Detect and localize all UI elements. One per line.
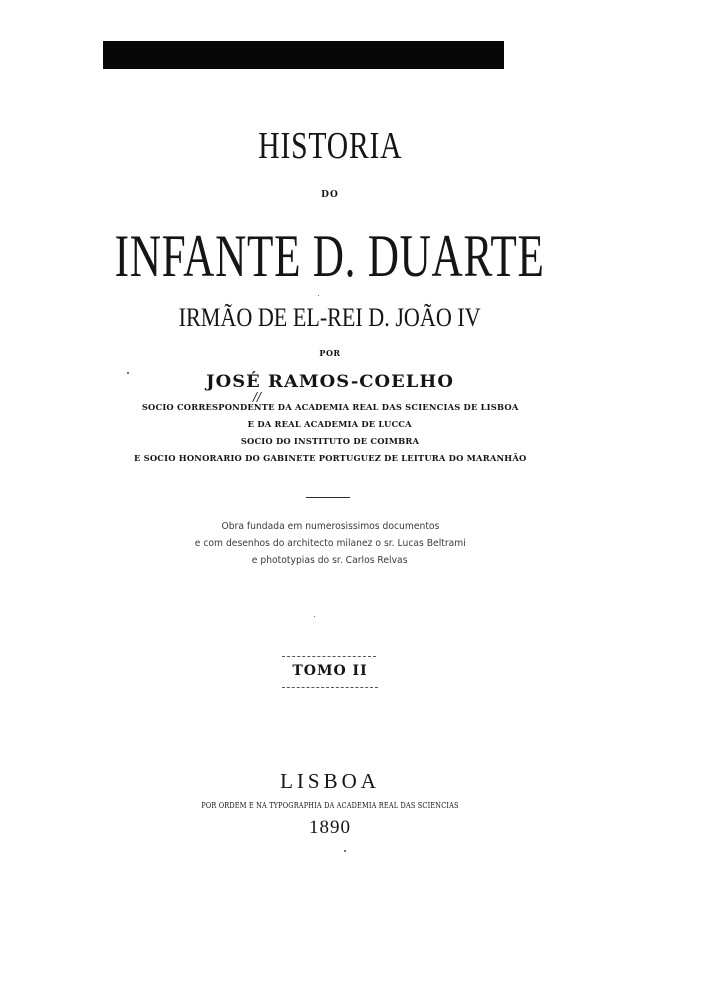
handwritten-mark: // bbox=[253, 390, 262, 404]
credential-text-4: E SOCIO HONORARIO DO GABINETE PORTUGUEZ DE LEITURA DO MARANHÃO bbox=[133, 454, 527, 464]
tomo-rule-bottom bbox=[282, 687, 378, 689]
credential-line-2 bbox=[0, 420, 660, 430]
note-line-1 bbox=[0, 521, 660, 532]
volume-label: TOMO II bbox=[292, 663, 368, 679]
note-line-2 bbox=[0, 538, 660, 549]
print-speck bbox=[318, 295, 319, 296]
imprint-text: POR ORDEM E NA TYPOGRAPHIA DA ACADEMIA REAL DAS SCIENCIAS bbox=[201, 801, 459, 810]
credential-line-3 bbox=[0, 437, 660, 447]
credential-text-1: SOCIO CORRESPONDENTE DA ACADEMIA REAL DAS SCIENCIAS DE LISBOA bbox=[141, 403, 519, 413]
subtitle-text: IRMÃO DE EL-REI D. JOÃO IV bbox=[178, 303, 481, 332]
imprint-line bbox=[0, 801, 660, 810]
heading-historia bbox=[0, 124, 660, 168]
divider-rule bbox=[306, 497, 350, 498]
author-name-text: JOSÉ RAMOS-COELHO bbox=[206, 372, 454, 392]
by-line-por: POR bbox=[319, 348, 341, 358]
main-title bbox=[0, 222, 660, 291]
note-text-3: e phototypias do sr. Carlos Relvas bbox=[252, 555, 408, 566]
redaction-bar bbox=[103, 41, 504, 69]
print-speck bbox=[127, 372, 129, 374]
print-speck bbox=[314, 616, 315, 617]
print-speck bbox=[344, 850, 346, 852]
credential-text-3: SOCIO DO INSTITUTO DE COIMBRA bbox=[240, 437, 420, 447]
credential-line-4 bbox=[0, 454, 660, 464]
subtitle bbox=[0, 303, 660, 333]
imprint-city: LISBOA bbox=[280, 769, 380, 793]
tomo-rule-top bbox=[282, 656, 376, 658]
heading-do: DO bbox=[321, 190, 339, 200]
credential-text-2: E DA REAL ACADEMIA DE LUCCA bbox=[247, 420, 413, 430]
imprint-year: 1890 bbox=[309, 817, 351, 838]
note-line-3 bbox=[0, 555, 660, 566]
main-title-text: INFANTE D. DUARTE bbox=[114, 223, 545, 289]
heading-historia-text: HISTORIA bbox=[257, 125, 403, 167]
author-name bbox=[0, 372, 660, 392]
credential-line-1 bbox=[0, 403, 660, 413]
note-text-1: Obra fundada em numerosissimos documentos bbox=[221, 521, 439, 532]
note-text-2: e com desenhos do architecto milanez o sr. Lucas Beltrami bbox=[194, 538, 466, 549]
